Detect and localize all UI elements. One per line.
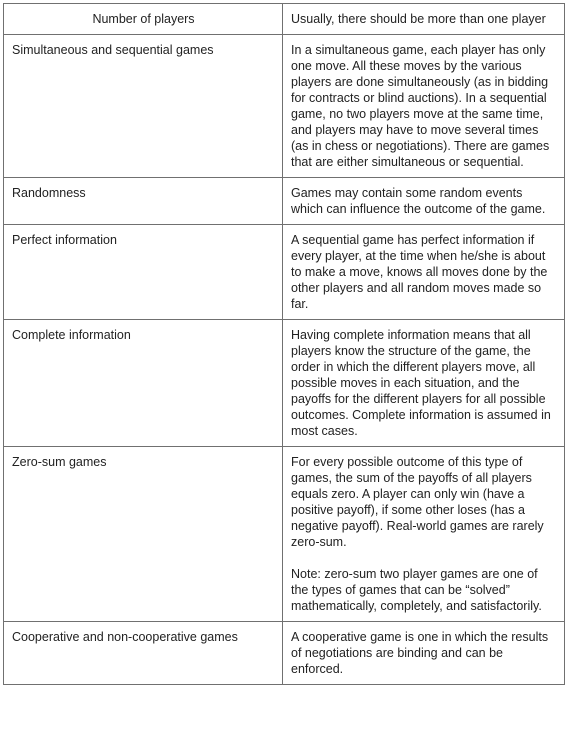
table-row [4,4,565,35]
term-cell: Number of players [4,4,283,35]
description-cell [283,447,565,622]
table-row [4,178,565,225]
description-cell [283,4,565,35]
term-cell: Simultaneous and sequential games [4,35,283,178]
description-text: Games may contain some random events which can influence the outcome of the game. [291,186,546,216]
description-cell [283,320,565,447]
description-text: Having complete information means that all players know the structure of the game, the order in which the different players move, all possible moves in each situation, and the payoffs for the different players for all possible outcomes. Complete information is assumed in most cases. [291,328,551,438]
description-note: Note: zero-sum two player games are one of the types of games that can be “solved” mathematically, completely, and satisfactorily. [291,567,542,613]
term-cell: Complete information [4,320,283,447]
term-cell: Zero-sum games [4,447,283,622]
description-text: In a simultaneous game, each player has only one move. All these moves by the various players are done simultaneously (as in bidding for contracts or blind auctions). In a sequential game, no two players move at the same time, and players may have to move several times (as in chess or negotiations). There are games that are either simultaneous or sequential. [291,43,550,169]
term-cell: Randomness [4,178,283,225]
table-row [4,447,565,622]
description-text: A cooperative game is one in which the results of negotiations are binding and can be enforced. [291,630,549,676]
description-cell [283,35,565,178]
description-cell [283,178,565,225]
table-row [4,622,565,685]
description-text: A sequential game has perfect information if every player, at the time when he/she is about to make a move, knows all moves done by the other players and all random moves made so far. [291,233,548,311]
term-cell: Cooperative and non-cooperative games [4,622,283,685]
table-row [4,225,565,320]
description-text: For every possible outcome of this type of games, the sum of the payoffs of all players equals zero. A player can only win (have a positive payoff), if some other loses (has a negative payoff). Real-world games are rarely zero-sum. [291,455,544,549]
game-properties-table [3,3,565,685]
table-row [4,320,565,447]
term-cell: Perfect information [4,225,283,320]
description-text: Usually, there should be more than one player [291,12,546,26]
description-cell [283,225,565,320]
description-cell [283,622,565,685]
table-row [4,35,565,178]
